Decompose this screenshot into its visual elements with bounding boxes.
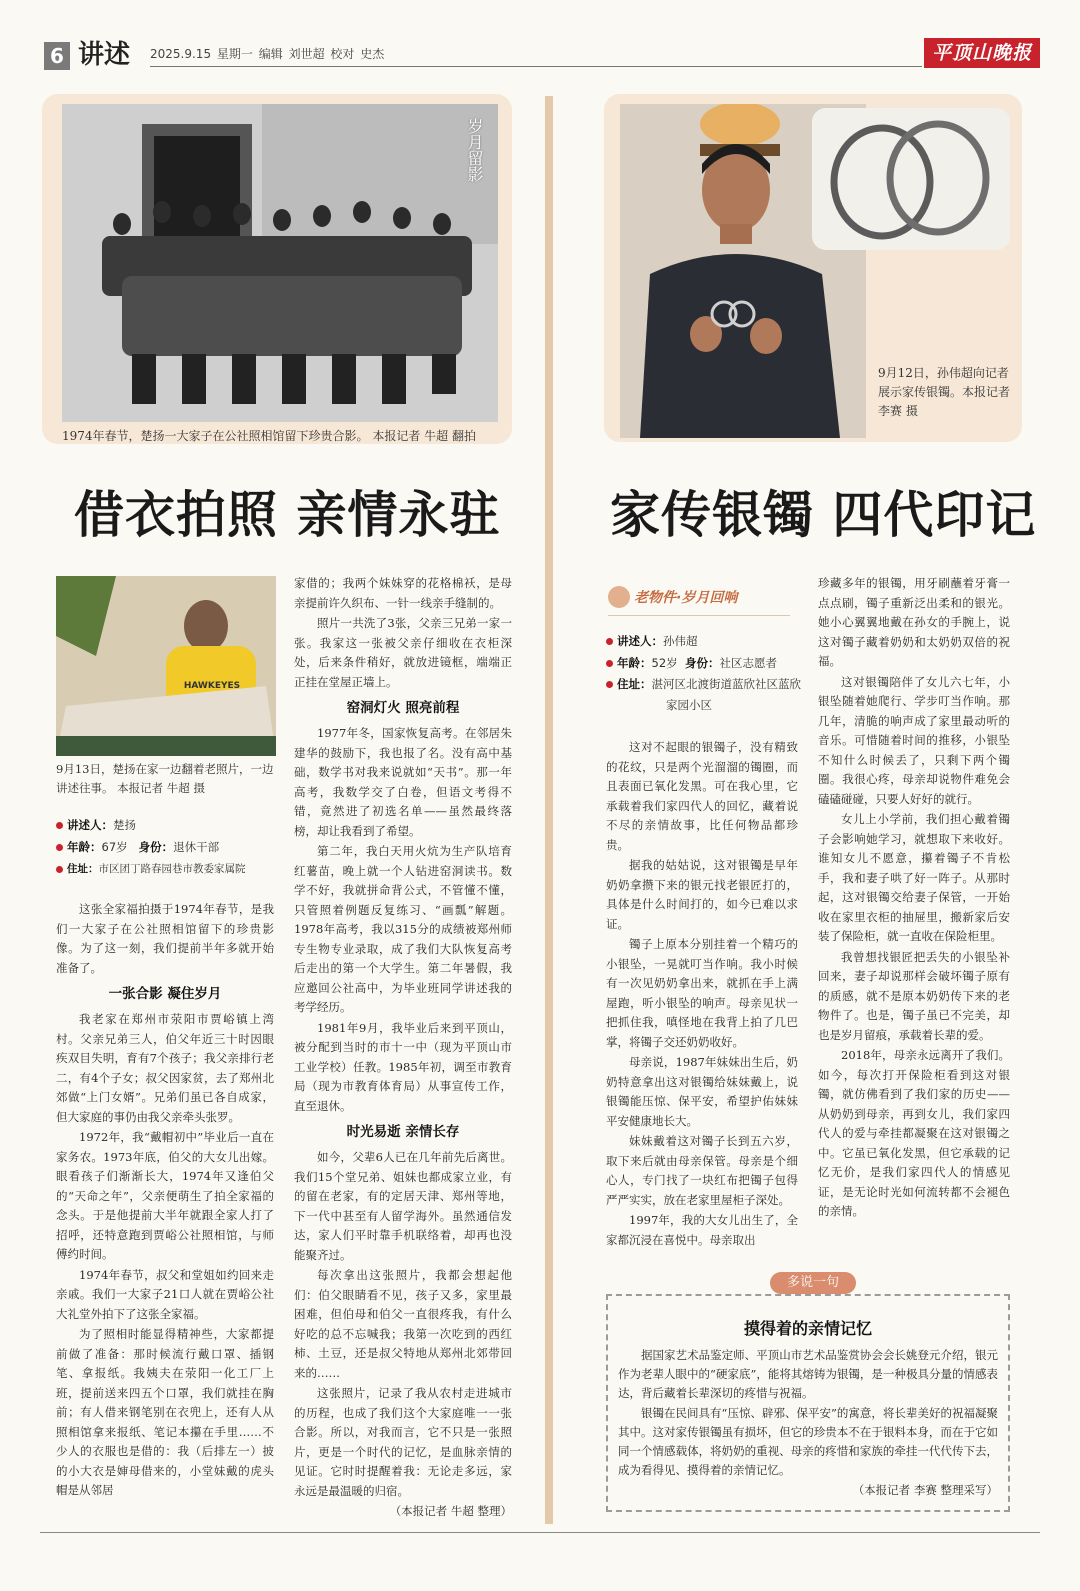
bullet-dot	[606, 660, 613, 667]
family-photo-illustration	[62, 104, 498, 422]
paragraph: 家借的；我两个妹妹穿的花格棉袄，是母亲提前许久织布、一针一线亲手缝制的。	[294, 576, 512, 610]
narrator-value: 孙伟超	[663, 634, 698, 648]
paragraph: 为了照相时能显得精神些，大家都提前做了准备：那时候流行戴口罩、插钢笔、拿报纸。我姨夫在荥阳一化工厂上班，提前送来四五个口罩，我们就挂在胸前；有人借来钢笔别在衣兜上，还有人从照相馆拿来报纸、笔记本攥在手里……不少人的衣服也是借的：我（后排左一）披的小大衣是婶母借来的，小堂妹戴的虎头帽是从邻居	[56, 1327, 274, 1497]
paragraph: 1997年，我的大女儿出生了，全家都沉浸在喜悦中。母亲取出	[606, 1213, 798, 1247]
right-narrator-info	[606, 630, 802, 716]
right-headline: 家传银镯 四代印记	[610, 486, 1037, 544]
left-photo-caption: 1974年春节，楚扬一大家子在公社照相馆留下珍贵合影。 本报记者 牛超 翻拍	[62, 429, 476, 443]
narrator-label: 讲述人：	[67, 818, 113, 832]
editor-credit: 编辑 刘世超	[258, 47, 325, 61]
paragraph: 妹妹戴着这对镯子长到五六岁，取下来后就由母亲保管。母亲是个细心人，专门找了一块红布把镯子包得严严实实，放在老家里屋柜子深处。	[606, 1134, 798, 1207]
left-narrator-row	[56, 814, 288, 836]
header-meta	[150, 44, 384, 64]
right-age-row	[606, 652, 802, 674]
age-label: 年龄：	[617, 656, 652, 670]
header-rule	[150, 66, 922, 67]
family-group-photo	[62, 104, 498, 422]
right-address-row	[606, 674, 802, 716]
identity-value: 社区志愿者	[719, 656, 777, 670]
credit-line: （本报记者 牛超 整理）	[389, 1504, 512, 1518]
address-value: 市区团丁路春园巷市教委家属院	[98, 863, 246, 875]
bullet-dot	[56, 866, 63, 873]
right-photo-caption: 9月12日，孙伟超向记者展示家传银镯。本报记者 李赛 摄	[878, 366, 1011, 418]
issue-weekday: 星期一	[216, 47, 253, 61]
address-label: 住址：	[67, 863, 99, 875]
age-label: 年龄：	[67, 840, 102, 854]
left-article-col2	[294, 574, 512, 1522]
commentary-title: 摸得着的亲情记忆	[743, 1319, 872, 1338]
inset-photo-caption: 9月13日，楚扬在家一边翻着老照片，一边讲述往事。 本报记者 牛超 摄	[56, 762, 274, 795]
paragraph: 1974年春节，叔父和堂姐如约回来走亲戚。我们一大家子21口人就在贾峪公社大礼堂外拍下了这张全家福。	[56, 1267, 274, 1321]
paragraph: 2018年，母亲永远离开了我们。如今，每次打开保险柜看到这对银镯，就仿佛看到了我们家的历史——从奶奶到母亲，再到女儿，我们家四代人的爱与牵挂都凝聚在这对银镯之中。它虽已氧化发黑，但它承载的记忆无价，是我们家四代人的情感见证，是无论时光如何流转都不会褪色的亲情。	[818, 1048, 1010, 1218]
right-narrator-row	[606, 630, 802, 652]
inset-photo	[56, 576, 276, 756]
address-value: 湛河区北渡街道蓝欣社区蓝欣家园小区	[651, 677, 801, 712]
commentary-body	[618, 1346, 998, 1501]
paragraph: 如今，父辈6人已在几年前先后离世。我们15个堂兄弟、姐妹也都成家立业，有的留在老家，有的定居天津、郑州等地，下一代中甚至有人留学海外。虽然通信发达，家人们平时靠手机联络着，却再也没能聚齐过。	[294, 1150, 512, 1262]
column-tag	[608, 582, 790, 616]
column-tag-label: 老物件·岁月回响	[634, 590, 738, 606]
paragraph: 这张全家福拍摄于1974年春节，是我们一大家子在公社照相馆留下的珍贵影像。为了这一刻，我们提前半年多就开始准备了。	[56, 902, 274, 975]
paragraph: 据国家艺术品鉴定师、平顶山市艺术品鉴赏协会会长姚登元介绍，银元作为老辈人眼中的“硬家底”，能将其熔铸为银镯，是一种极具分量的情感表达，背后藏着长辈深切的疼惜与祝福。	[618, 1348, 998, 1400]
inset-shirt-text: HAWKEYES	[183, 681, 241, 691]
left-headline: 借衣拍照 亲情永驻	[74, 486, 501, 544]
bullet-dot	[56, 822, 63, 829]
identity-value: 退休干部	[173, 840, 220, 854]
subhead: 时光易逝 亲情长存	[346, 1124, 460, 1140]
commentary-badge: 多说一句	[770, 1272, 856, 1294]
paragraph: 这对银镯陪伴了女儿六七年，小银坠随着她爬行、学步叮当作响。那几年，清脆的响声成了家里最动听的音乐。可惜随着时间的推移，小银坠不知什么时候丢了，只剩下两个镯圈。我很心疼，母亲却说物件难免会磕磕碰碰，只要人好好的就行。	[818, 674, 1010, 806]
right-article-col1	[606, 738, 798, 1258]
proof-credit: 校对 史杰	[330, 47, 385, 61]
left-age-row	[56, 836, 288, 858]
commentary-content	[618, 1316, 998, 1506]
identity-label: 身份：	[684, 656, 720, 670]
column-divider	[545, 96, 553, 1524]
identity-label: 身份：	[138, 840, 174, 854]
paragraph: 银镯在民间具有“压惊、辟邪、保平安”的寓意，将长辈美好的祝福凝聚其中。这对家传银镯虽有损坏，但它的珍贵本不在于银料本身，而在于它如同一个情感载体，将奶奶的重视、母亲的疼惜和家族的牵挂一代代传下去，成为看得见、摸得着的亲情记忆。	[618, 1406, 998, 1477]
paragraph: 珍藏多年的银镯，用牙刷蘸着牙膏一点点刷，镯子重新泛出柔和的银光。她小心翼翼地戴在孙女的手腕上，说这对镯子藏着奶奶和太奶奶双倍的祝福。	[818, 576, 1010, 668]
paragraph: 这对不起眼的银镯子，没有精致的花纹，只是两个光溜溜的镯圈，而且表面已氧化发黑。可在我心里，它承载着我们家四代人的回忆，藏着说不尽的亲情故事，比任何物品都珍贵。	[606, 740, 798, 852]
paragraph: 女儿上小学前，我们担心戴着镯子会影响她学习，就想取下来收好。谁知女儿不愿意，攥着镯子不肯松手，我和妻子哄了好一阵子。从那时起，这对银镯交给妻子保管，一开始收在家里衣柜的抽屉里，搬新家后安装了保险柜，就一直收在保险柜里。	[818, 812, 1010, 943]
inset-photo-illustration	[56, 576, 276, 756]
paragraph: 1972年，我“戴帽初中”毕业后一直在家务农。1973年底，伯父的大女儿出嫁。眼看孩子们渐渐长大，1974年又逢伯父的“天命之年”，父亲便萌生了拍全家福的念头。于是他提前大半年就跟全家人打了招呼，还特意跑到贾峪公社照相馆，与师傅约时间。	[56, 1130, 274, 1261]
narrator-label: 讲述人：	[617, 634, 663, 648]
paragraph: 1981年9月，我毕业后来到平顶山，被分配到当时的市十一中（现为平顶山市工业学校）任教。1985年初，调至市教育局（现为市教育体育局）从事宣传工作，直至退休。	[294, 1020, 512, 1113]
paragraph: 每次拿出这张照片，我都会想起他们：伯父眼睛看不见，孩子又多，家里最困难，但伯母和伯父一直很疼我，有什么好吃的总不忘喊我；我第一次吃到的西红柿、土豆，还是叔父特地从郑州北郊带回来的……	[294, 1268, 512, 1380]
bullet-dot	[56, 844, 63, 851]
section-title: 讲述	[78, 40, 131, 70]
newspaper-logo: 平顶山晚报	[924, 38, 1040, 68]
photo-handwritten-note: 岁月留影	[465, 118, 484, 182]
bullet-dot	[606, 681, 613, 688]
paragraph: 母亲说，1987年妹妹出生后，奶奶特意拿出这对银镯给妹妹戴上，说银镯能压惊、保平安，希望护佑妹妹平安健康地长大。	[606, 1055, 798, 1128]
address-label: 住址：	[617, 677, 652, 691]
left-article-col1	[56, 900, 274, 1522]
subhead: 一张合影 凝住岁月	[108, 986, 222, 1002]
subhead: 窑洞灯火 照亮前程	[346, 700, 460, 716]
footer-rule	[40, 1532, 1040, 1533]
age-value: 52岁	[651, 656, 678, 670]
narrator-value: 楚扬	[113, 818, 136, 832]
age-value: 67岁	[101, 840, 128, 854]
paragraph: 据我的姑姑说，这对银镯是早年奶奶拿攒下来的银元找老银匠打的，具体是什么时间打的，如今已难以求证。	[606, 858, 798, 931]
feather-icon	[608, 586, 630, 608]
right-article-col2	[818, 574, 1010, 1264]
paragraph: 这张照片，记录了我从农村走进城市的历程，也成了我们这个大家庭唯一一张合影。所以，对我而言，它不只是一张照片，更是一个时代的记忆，是血脉亲情的见证。它时时提醒着我：无论走多远，家永远是最温暖的归宿。	[294, 1386, 512, 1498]
left-narrator-info	[56, 814, 288, 880]
paragraph: 我曾想找银匠把丢失的小银坠补回来，妻子却说那样会破坏镯子原有的质感，就不是原本奶奶传下来的老物件了。也是，镯子虽已不完美，却也是岁月留痕，承载着长辈的爱。	[818, 949, 1010, 1042]
credit-line: （本报记者 李赛 整理采写）	[852, 1483, 998, 1497]
paragraph: 1977年冬，国家恢复高考。在邻居朱建华的鼓励下，我也报了名。没有高中基础，数学书对我来说就如“天书”。那一年高考，我数学交了白卷，但语文考得不错，竟然进了初选名单——虽然最终落榜，却让我看到了希望。	[294, 726, 512, 838]
silver-bangles-illustration	[812, 108, 1010, 250]
paragraph: 镯子上原本分别挂着一个精巧的小银坠，一晃就叮当作响。我小时候有一次见奶奶拿出来，就抓在手上满屋跑，听小银坠的响声。母亲见状一把抓住我，嗔怪地在我背上拍了几巴掌，将镯子交还奶奶收好。	[606, 937, 798, 1049]
page-number: 6	[44, 42, 70, 70]
paragraph: 照片一共洗了3张，父亲三兄弟一家一张。我家这一张被父亲仔细收在衣柜深处，后来条件稍好，就放进镜框，端端正正挂在堂屋正墙上。	[294, 616, 512, 689]
paragraph: 第二年，我白天用火炕为生产队培育红薯苗，晚上就一个人钻进窑洞读书。数学不好，我就拼命背公式，不管懂不懂，只管照着例题反复练习、“画瓢”解题。1978年高考，我以315分的成绩被郑州师专生物专业录取，成了我们大队恢复高考后走出的第一个大学生。第二年暑假，我应邀回公社高中，为毕业班同学讲述我的考学经历。	[294, 844, 512, 1014]
bangles-inset-photo	[812, 108, 1010, 250]
left-address-row	[56, 858, 288, 880]
paragraph: 我老家在郑州市荥阳市贾峪镇上湾村。父亲兄弟三人，伯父年近三十时因眼疾双目失明，育有7个孩子；我父亲排行老二，有4个子女；叔父因家贫，去了郑州北郊做“上门女婿”。兄弟们虽已各自成家，但大家庭的事仍由我父亲牵头张罗。	[56, 1012, 274, 1124]
issue-date: 2025.9.15	[150, 47, 212, 61]
bullet-dot	[606, 638, 613, 645]
